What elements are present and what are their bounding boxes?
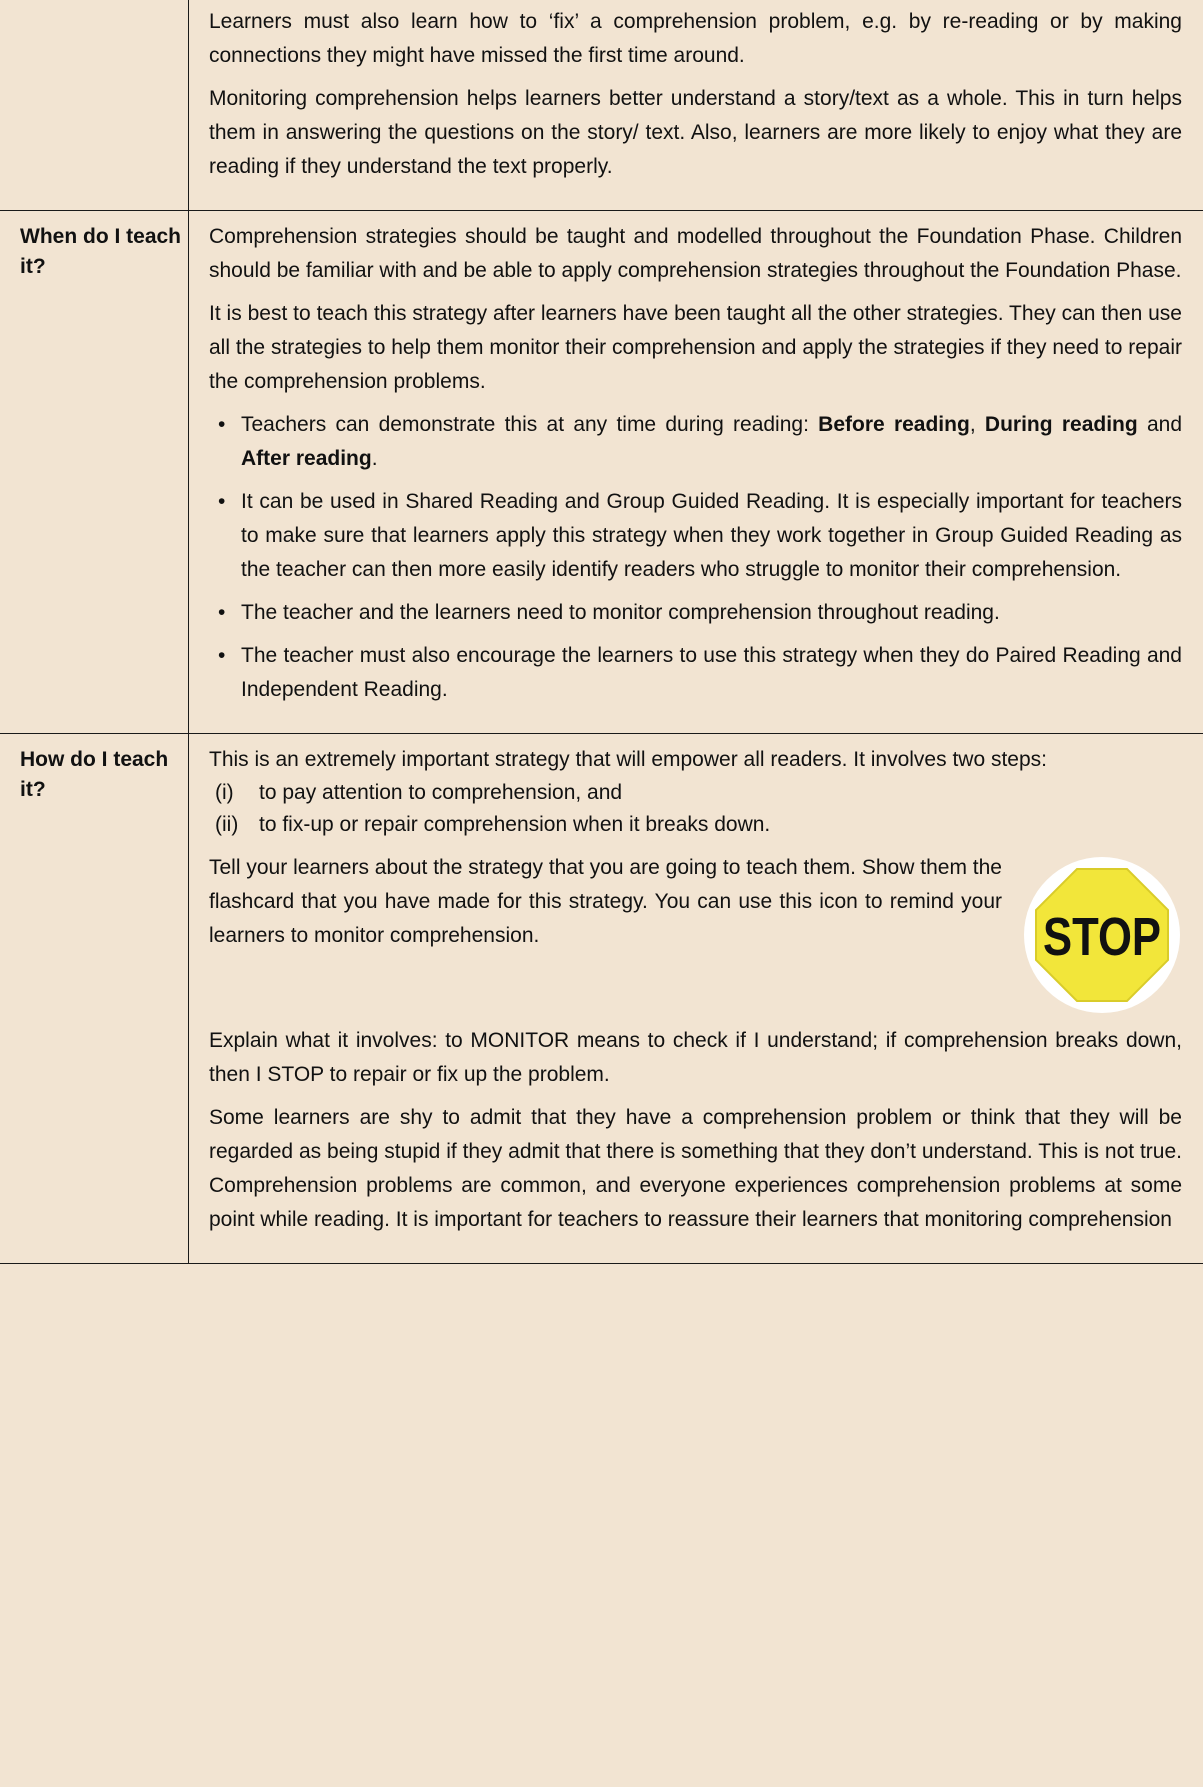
list-item: [241, 408, 1182, 476]
step-item: [209, 809, 1182, 841]
stop-sign-text: STOP: [1043, 907, 1161, 967]
bold-phrase: During reading: [984, 413, 1138, 436]
paragraph: Learners must also learn how to ‘fix’ a comprehension problem, e.g. by re-reading or by making connections they might have missed the first time around.: [209, 10, 1182, 67]
paragraph: This is an extremely important strategy that will empower all readers. It involves two steps:: [209, 748, 1047, 771]
row-label-how: How do I teach it?: [20, 748, 169, 801]
bold-phrase: After reading: [241, 447, 372, 470]
step-item: [209, 777, 1182, 809]
paragraph: Tell your learners about the strategy that you are going to teach them. Show them the flashcard that you have made for this strategy. You can use this icon to remind your learners to monitor comprehension.: [209, 856, 1002, 947]
bullet-text: and: [1137, 413, 1183, 436]
list-item: • The teacher must also encourage the learners to use this strategy when they do Paired Reading and Independent Reading.: [241, 639, 1182, 707]
paragraph: Some learners are shy to admit that they have a comprehension problem or think that they will be regarded as being stupid if they admit that there is something that they don’t understand. This is not true. Comprehension problems are common, and everyone experiences comprehension problems at some point while reading. It is important for teachers to reassure their learners that monitoring comprehension: [209, 1106, 1182, 1231]
list-item: • The teacher and the learners need to monitor comprehension throughout reading.: [241, 596, 1182, 630]
step-number: (ii): [215, 813, 239, 836]
row-label-cell: [0, 211, 189, 734]
stop-sign-icon: [1022, 855, 1182, 1015]
row-label-cell: [0, 734, 189, 1264]
row-label-cell: [0, 0, 189, 211]
row-content-cell: [189, 734, 1203, 1264]
table-row: [0, 734, 1203, 1264]
paragraph: It is best to teach this strategy after learners have been taught all the other strategies. They can then use all the strategies to help them monitor their comprehension and apply the strategies if they need to repair the comprehension problems.: [209, 302, 1182, 393]
paragraph: Explain what it involves: to MONITOR means to check if I understand; if comprehension breaks down, then I STOP to repair or fix up the problem.: [209, 1029, 1182, 1086]
bullet-text: Teachers can demonstrate this at any time during reading:: [241, 413, 819, 436]
table-row: [0, 0, 1203, 211]
paragraph: Comprehension strategies should be taught and modelled throughout the Foundation Phase. Children should be familiar with and be able to apply comprehension strategies throughout the Foundation Phase.: [209, 225, 1182, 282]
paragraph: Monitoring comprehension helps learners better understand a story/text as a whole. This in turn helps them in answering the questions on the story/ text. Also, learners are more likely to enjoy what they are reading if they understand the text properly.: [209, 87, 1182, 178]
bullet-list: [209, 408, 1182, 707]
row-content-cell: [189, 211, 1203, 734]
list-item: • It can be used in Shared Reading and Group Guided Reading. It is especially important for teachers to make sure that learners apply this strategy when they work together in Group Guided Reading as the teacher can then more easily identify readers who struggle to monitor their comprehension.: [241, 485, 1182, 587]
table-row: [0, 211, 1203, 734]
row-content-cell: [189, 0, 1203, 211]
bold-phrase: Before reading: [818, 413, 970, 436]
step-text: to fix-up or repair comprehension when it breaks down.: [259, 813, 771, 836]
step-text: to pay attention to comprehension, and: [259, 781, 623, 804]
bullet-text: .: [371, 447, 378, 470]
bullet-text: ,: [969, 413, 985, 436]
row-label-when: When do I teach it?: [20, 225, 182, 278]
step-number: (i): [215, 781, 234, 804]
row-label: [1, 1, 187, 11]
numbered-steps: [209, 777, 1182, 841]
